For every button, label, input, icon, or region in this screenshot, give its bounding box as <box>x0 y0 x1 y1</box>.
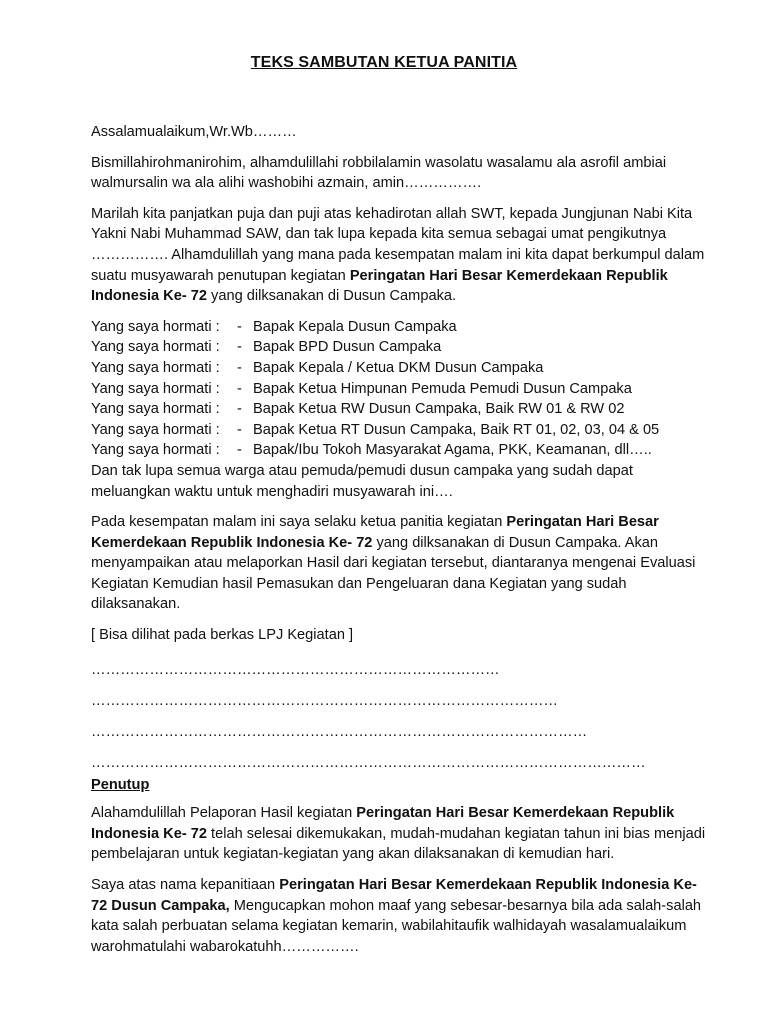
event-name-bold: Peringatan Hari Besar Kemerdekaan Republik Indonesia Ke- 72 <box>91 514 659 551</box>
document-body <box>91 122 706 967</box>
honorific-text: Bapak Kepala Dusun Campaka <box>253 318 457 335</box>
report-paragraph <box>91 512 706 615</box>
honorific-dash: - <box>237 401 242 418</box>
honorific-row <box>91 317 706 338</box>
honorific-text: Bapak Ketua RT Dusun Campaka, Baik RT 01, 02, 03, 04 & 05 <box>253 421 660 438</box>
dotted-line: ………………………………………………………………………… <box>91 661 500 678</box>
report-text-c: yang dilksanakan di Dusun Campaka. Akan menyampaikan atau melaporkan Hasil dari kegiatan tersebut, diantaranya mengenai Evaluasi Kegiatan Kemudian hasil Pemasukan dan Pengeluaran dana Kegiatan yang sudah dilaksanakan. <box>91 534 696 613</box>
honorific-row <box>91 440 706 461</box>
honorific-row <box>91 399 706 420</box>
event-name-bold: Peringatan Hari Besar Kemerdekaan Republik Indonesia Ke- 72 <box>91 267 668 305</box>
closing-paragraph-2 <box>91 875 706 957</box>
opening-paragraph <box>91 204 706 307</box>
honorific-label: Yang saya hormati : <box>91 380 220 397</box>
dotted-line: …………………………………………………………………………………………………… <box>91 754 646 771</box>
honorific-row <box>91 379 706 400</box>
honorific-row <box>91 337 706 358</box>
honorific-label: Yang saya hormati : <box>91 401 220 418</box>
honorific-text: Bapak Kepala / Ketua DKM Dusun Campaka <box>253 359 544 376</box>
honorific-label: Yang saya hormati : <box>91 359 220 376</box>
closing1-text-c: telah selesai dikemukakan, mudah-mudahan kegiatan tahun ini bias menjadi pembelajaran untuk kegiatan-kegiatan yang akan dilaksanakan di kemudian hari. <box>91 825 706 863</box>
honorific-row <box>91 420 706 441</box>
closing2-text-a: Saya atas nama kepanitiaan <box>91 877 280 894</box>
document-title: TEKS SAMBUTAN KETUA PANITIA <box>250 54 518 71</box>
closing2-text-c: Mengucapkan mohon maaf yang sebesar-besarnya bila ada salah-salah kata salah perbuatan selama kegiatan kemarin, wabilahitaufik walhidayah wasalamualaikum warohmatulahi wabarokatuhh……………. <box>91 897 702 955</box>
honorific-dash: - <box>237 318 242 335</box>
event-name-bold: Peringatan Hari Besar Kemerdekaan Republik Indonesia Ke- 72 Dusun Campaka, <box>91 877 697 914</box>
honorific-text: Bapak/Ibu Tokoh Masyarakat Agama, PKK, Keamanan, dll….. <box>253 442 652 459</box>
closing1-text-a: Alahamdulillah Pelaporan Hasil kegiatan <box>91 805 357 822</box>
honorific-dash: - <box>237 380 242 397</box>
honorifics-list <box>91 317 706 461</box>
opening-text-c: yang dilksanakan di Dusun Campaka. <box>206 288 457 305</box>
honorific-dash: - <box>237 359 242 376</box>
report-text-a: Pada kesempatan malam ini saya selaku ketua panitia kegiatan <box>91 514 507 531</box>
honorific-text: Bapak BPD Dusun Campaka <box>253 339 442 356</box>
honorific-dash: - <box>237 339 242 356</box>
closing-paragraph-1 <box>91 803 706 865</box>
event-name-bold: Peringatan Hari Besar Kemerdekaan Republik Indonesia Ke- 72 <box>91 805 675 842</box>
dotted-line: ………………………………………………………………………………………… <box>91 723 588 740</box>
salam-paragraph: Assalamualaikum,Wr.Wb……… <box>91 124 297 140</box>
honorific-label: Yang saya hormati : <box>91 421 220 438</box>
closing-heading: Penutup <box>91 776 150 793</box>
opening-text-a: Marilah kita panjatkan puja dan puji atas kehadirotan allah SWT, kepada Jungjunan Nabi Kita Yakni Nabi Muhammad SAW, dan tak lupa kepada kita semua sebagai umat pengikutnya ……………. Alhamdulillah yang mana pada kesempatan malam ini kita dapat berkumpul dalam suatu musyawarah penutupan kegiatan <box>91 205 705 284</box>
honorific-text: Bapak Ketua Himpunan Pemuda Pemudi Dusun Campaka <box>253 380 632 397</box>
honorific-label: Yang saya hormati : <box>91 339 220 356</box>
honorific-text: Bapak Ketua RW Dusun Campaka, Baik RW 01 & RW 02 <box>253 401 625 418</box>
honorific-row <box>91 358 706 379</box>
honorifics-closing: Dan tak lupa semua warga atau pemuda/pemudi dusun campaka yang sudah dapat meluangkan waktu untuk menghadiri musyawarah ini…. <box>91 462 633 500</box>
basmalah-paragraph: Bismillahirohmanirohim, alhamdulillahi robbilalamin wasolatu wasalamu ala asrofil ambiai walmursalin wa ala alihi washobihi azmain, amin……………. <box>91 154 667 192</box>
dotted-line: …………………………………………………………………………………… <box>91 692 558 709</box>
honorific-dash: - <box>237 421 242 438</box>
honorific-label: Yang saya hormati : <box>91 442 220 459</box>
honorific-label: Yang saya hormati : <box>91 318 220 335</box>
honorific-dash: - <box>237 442 242 459</box>
lpj-note: [ Bisa dilihat pada berkas LPJ Kegiatan ] <box>91 627 354 644</box>
